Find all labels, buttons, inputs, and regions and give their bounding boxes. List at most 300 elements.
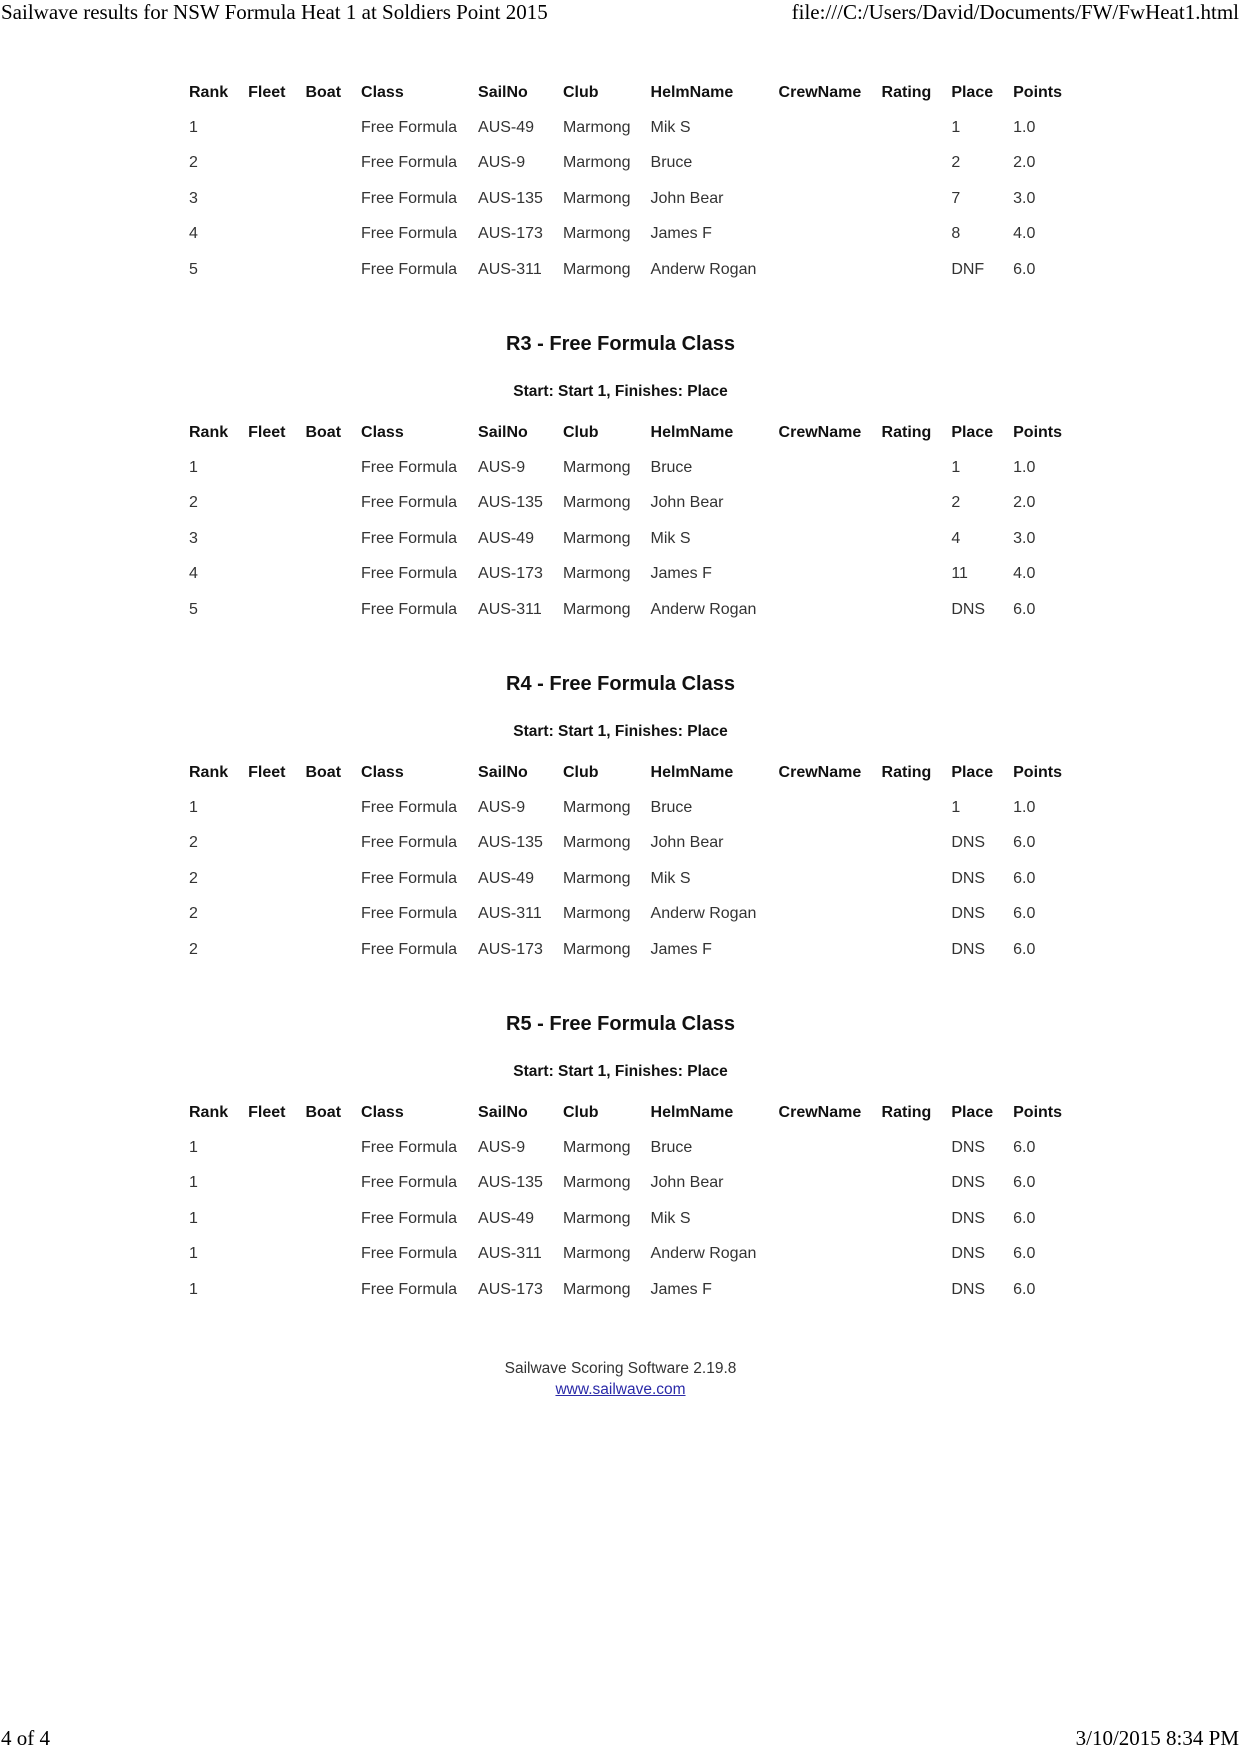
print-datetime: 3/10/2015 8:34 PM <box>1075 1726 1239 1750</box>
cell-place: 4 <box>951 529 961 547</box>
table-row <box>183 790 1076 825</box>
table-row <box>183 826 1076 861</box>
column-header-boat: Boat <box>305 763 342 781</box>
cell-boat <box>299 932 355 967</box>
cell-rating <box>876 181 946 216</box>
table-row <box>183 217 1076 252</box>
cell-rank: 4 <box>189 565 198 583</box>
cell-helm: Mik S <box>650 529 691 547</box>
cell-helm: Anderw Rogan <box>650 905 757 923</box>
table-row <box>183 592 1076 627</box>
cell-class: Free Formula <box>361 905 458 923</box>
column-header-rating: Rating <box>881 763 932 781</box>
cell-boat <box>299 790 355 825</box>
column-header-rank: Rank <box>189 423 229 441</box>
software-version: Sailwave Scoring Software 2.19.8 <box>504 1360 737 1377</box>
cell-rank: 1 <box>189 1245 198 1263</box>
cell-fleet <box>242 897 299 932</box>
cell-points: 3.0 <box>1013 189 1036 207</box>
cell-club: Marmong <box>562 799 631 817</box>
cell-fleet <box>242 826 299 861</box>
race-subtitle-r4: Start: Start 1, Finishes: Place <box>513 723 728 740</box>
cell-rating <box>876 146 946 181</box>
cell-rating <box>876 450 946 485</box>
cell-points: 3.0 <box>1013 529 1036 547</box>
cell-helm: Bruce <box>650 799 693 817</box>
cell-rank: 2 <box>189 494 198 512</box>
cell-rank: 2 <box>189 834 198 852</box>
cell-points: 6.0 <box>1013 1245 1036 1263</box>
cell-rating <box>876 1130 946 1165</box>
cell-fleet <box>242 1272 299 1307</box>
cell-points: 6.0 <box>1013 869 1036 887</box>
column-header-crew: CrewName <box>778 1103 862 1121</box>
column-header-boat: Boat <box>305 423 342 441</box>
cell-rating <box>876 1272 946 1307</box>
cell-rating <box>876 521 946 556</box>
cell-sailno: AUS-9 <box>478 1139 526 1157</box>
cell-club: Marmong <box>562 869 631 887</box>
column-header-rank: Rank <box>189 1103 229 1121</box>
cell-place: DNS <box>951 1280 986 1298</box>
race-table-r3 <box>183 415 1076 627</box>
cell-sailno: AUS-173 <box>478 565 543 583</box>
column-header-crew: CrewName <box>778 83 862 101</box>
cell-helm: Mik S <box>650 1209 691 1227</box>
race-subtitle-r3: Start: Start 1, Finishes: Place <box>513 383 728 400</box>
table-header-row <box>183 755 1076 790</box>
cell-rating <box>876 1166 946 1201</box>
cell-class: Free Formula <box>361 1174 458 1192</box>
column-header-class: Class <box>361 83 404 101</box>
race-title-r3: R3 - Free Formula Class <box>506 333 735 355</box>
cell-boat <box>299 217 355 252</box>
cell-crew <box>773 450 876 485</box>
column-header-crew: CrewName <box>778 423 862 441</box>
cell-sailno: AUS-135 <box>478 834 543 852</box>
column-header-points: Points <box>1013 1103 1063 1121</box>
cell-class: Free Formula <box>361 565 458 583</box>
cell-crew <box>773 1166 876 1201</box>
cell-class: Free Formula <box>361 1280 458 1298</box>
column-header-rating: Rating <box>881 83 932 101</box>
cell-boat <box>299 252 355 287</box>
cell-crew <box>773 110 876 145</box>
cell-rank: 5 <box>189 260 198 278</box>
table-header-row <box>183 75 1076 110</box>
cell-class: Free Formula <box>361 459 458 477</box>
cell-place: DNS <box>951 600 986 618</box>
column-header-helm: HelmName <box>650 763 734 781</box>
cell-club: Marmong <box>562 834 631 852</box>
cell-helm: James F <box>650 1280 712 1298</box>
cell-fleet <box>242 557 299 592</box>
cell-fleet <box>242 790 299 825</box>
cell-helm: James F <box>650 940 712 958</box>
cell-points: 2.0 <box>1013 494 1036 512</box>
cell-class: Free Formula <box>361 260 458 278</box>
cell-place: DNS <box>951 1245 986 1263</box>
cell-helm: John Bear <box>650 1174 724 1192</box>
cell-rank: 1 <box>189 1139 198 1157</box>
cell-sailno: AUS-9 <box>478 799 526 817</box>
cell-boat <box>299 1130 355 1165</box>
table-row <box>183 486 1076 521</box>
cell-rating <box>876 897 946 932</box>
cell-place: 8 <box>951 225 961 243</box>
column-header-helm: HelmName <box>650 83 734 101</box>
cell-class: Free Formula <box>361 494 458 512</box>
cell-boat <box>299 592 355 627</box>
cell-club: Marmong <box>562 260 631 278</box>
software-credit <box>0 1358 1241 1400</box>
cell-club: Marmong <box>562 905 631 923</box>
cell-rating <box>876 110 946 145</box>
column-header-class: Class <box>361 1103 404 1121</box>
cell-club: Marmong <box>562 600 631 618</box>
cell-rank: 3 <box>189 529 198 547</box>
cell-rating <box>876 932 946 967</box>
cell-crew <box>773 861 876 896</box>
cell-class: Free Formula <box>361 1209 458 1227</box>
cell-fleet <box>242 486 299 521</box>
cell-place: DNS <box>951 1209 986 1227</box>
cell-boat <box>299 1166 355 1201</box>
cell-club: Marmong <box>562 1209 631 1227</box>
cell-fleet <box>242 1130 299 1165</box>
cell-club: Marmong <box>562 1245 631 1263</box>
column-header-helm: HelmName <box>650 1103 734 1121</box>
sailwave-link[interactable]: www.sailwave.com <box>555 1381 686 1398</box>
table-row <box>183 450 1076 485</box>
cell-points: 6.0 <box>1013 600 1036 618</box>
cell-crew <box>773 486 876 521</box>
page-number: 4 of 4 <box>1 1726 50 1750</box>
cell-sailno: AUS-49 <box>478 529 535 547</box>
column-header-fleet: Fleet <box>248 83 286 101</box>
table-row <box>183 1237 1076 1272</box>
cell-fleet <box>242 217 299 252</box>
cell-place: 1 <box>951 459 961 477</box>
cell-rank: 1 <box>189 459 198 477</box>
cell-rating <box>876 252 946 287</box>
cell-fleet <box>242 932 299 967</box>
cell-helm: Anderw Rogan <box>650 600 757 618</box>
cell-crew <box>773 790 876 825</box>
cell-points: 6.0 <box>1013 1209 1036 1227</box>
cell-rank: 4 <box>189 225 198 243</box>
cell-boat <box>299 1201 355 1236</box>
table-row <box>183 1166 1076 1201</box>
cell-class: Free Formula <box>361 834 458 852</box>
cell-helm: James F <box>650 565 712 583</box>
cell-place: 1 <box>951 119 961 137</box>
table-row <box>183 1201 1076 1236</box>
column-header-club: Club <box>562 83 599 101</box>
cell-sailno: AUS-311 <box>478 905 542 923</box>
cell-club: Marmong <box>562 119 631 137</box>
cell-rating <box>876 557 946 592</box>
cell-boat <box>299 521 355 556</box>
cell-place: DNS <box>951 905 986 923</box>
cell-boat <box>299 450 355 485</box>
cell-crew <box>773 1130 876 1165</box>
cell-points: 1.0 <box>1013 799 1036 817</box>
cell-rank: 3 <box>189 189 198 207</box>
cell-points: 2.0 <box>1013 154 1036 172</box>
cell-class: Free Formula <box>361 189 458 207</box>
cell-boat <box>299 826 355 861</box>
column-header-place: Place <box>951 1103 994 1121</box>
cell-points: 6.0 <box>1013 1280 1036 1298</box>
table-header-row <box>183 415 1076 450</box>
cell-crew <box>773 897 876 932</box>
table-row <box>183 557 1076 592</box>
cell-club: Marmong <box>562 1174 631 1192</box>
cell-boat <box>299 181 355 216</box>
cell-class: Free Formula <box>361 1139 458 1157</box>
column-header-club: Club <box>562 423 599 441</box>
race-table-r2 <box>183 75 1076 287</box>
race-title-r5: R5 - Free Formula Class <box>506 1013 735 1035</box>
print-header-title: Sailwave results for NSW Formula Heat 1 at Soldiers Point 2015 <box>1 0 548 24</box>
cell-rating <box>876 486 946 521</box>
cell-sailno: AUS-311 <box>478 1245 542 1263</box>
cell-fleet <box>242 252 299 287</box>
cell-club: Marmong <box>562 494 631 512</box>
cell-fleet <box>242 1237 299 1272</box>
cell-class: Free Formula <box>361 600 458 618</box>
table-row <box>183 146 1076 181</box>
cell-place: DNF <box>951 260 985 278</box>
cell-sailno: AUS-173 <box>478 1280 543 1298</box>
cell-helm: Bruce <box>650 1139 693 1157</box>
cell-boat <box>299 861 355 896</box>
cell-sailno: AUS-173 <box>478 940 543 958</box>
cell-sailno: AUS-49 <box>478 1209 535 1227</box>
column-header-sailno: SailNo <box>478 1103 528 1121</box>
cell-points: 4.0 <box>1013 565 1036 583</box>
column-header-place: Place <box>951 763 994 781</box>
table-row <box>183 110 1076 145</box>
cell-rating <box>876 217 946 252</box>
column-header-rank: Rank <box>189 83 229 101</box>
cell-boat <box>299 1272 355 1307</box>
cell-crew <box>773 826 876 861</box>
cell-place: 2 <box>951 154 961 172</box>
cell-sailno: AUS-49 <box>478 869 535 887</box>
column-header-class: Class <box>361 763 404 781</box>
column-header-rating: Rating <box>881 423 932 441</box>
cell-club: Marmong <box>562 1139 631 1157</box>
cell-rank: 2 <box>189 905 198 923</box>
cell-rank: 2 <box>189 940 198 958</box>
cell-rank: 2 <box>189 869 198 887</box>
cell-class: Free Formula <box>361 154 458 172</box>
cell-boat <box>299 110 355 145</box>
column-header-points: Points <box>1013 423 1063 441</box>
race-table-r5 <box>183 1095 1076 1307</box>
cell-club: Marmong <box>562 529 631 547</box>
column-header-rank: Rank <box>189 763 229 781</box>
cell-points: 1.0 <box>1013 459 1036 477</box>
column-header-helm: HelmName <box>650 423 734 441</box>
column-header-boat: Boat <box>305 83 342 101</box>
race-subtitle-r5: Start: Start 1, Finishes: Place <box>513 1063 728 1080</box>
cell-class: Free Formula <box>361 940 458 958</box>
cell-sailno: AUS-135 <box>478 1174 543 1192</box>
cell-crew <box>773 932 876 967</box>
cell-fleet <box>242 181 299 216</box>
table-row <box>183 861 1076 896</box>
cell-club: Marmong <box>562 459 631 477</box>
cell-crew <box>773 521 876 556</box>
cell-rating <box>876 861 946 896</box>
cell-rating <box>876 790 946 825</box>
table-row <box>183 252 1076 287</box>
table-row <box>183 932 1076 967</box>
cell-crew <box>773 1272 876 1307</box>
cell-crew <box>773 181 876 216</box>
cell-club: Marmong <box>562 1280 631 1298</box>
cell-place: 7 <box>951 189 961 207</box>
cell-rating <box>876 1201 946 1236</box>
cell-rating <box>876 592 946 627</box>
cell-class: Free Formula <box>361 1245 458 1263</box>
cell-class: Free Formula <box>361 119 458 137</box>
cell-sailno: AUS-49 <box>478 119 535 137</box>
cell-boat <box>299 897 355 932</box>
cell-rank: 1 <box>189 1280 198 1298</box>
column-header-place: Place <box>951 83 994 101</box>
print-header-url: file:///C:/Users/David/Documents/FW/FwHeat1.html <box>791 0 1239 24</box>
cell-points: 4.0 <box>1013 225 1036 243</box>
table-row <box>183 181 1076 216</box>
cell-sailno: AUS-311 <box>478 600 542 618</box>
cell-rank: 2 <box>189 154 198 172</box>
column-header-sailno: SailNo <box>478 763 528 781</box>
column-header-boat: Boat <box>305 1103 342 1121</box>
column-header-fleet: Fleet <box>248 423 286 441</box>
cell-class: Free Formula <box>361 529 458 547</box>
cell-sailno: AUS-9 <box>478 459 526 477</box>
column-header-sailno: SailNo <box>478 83 528 101</box>
cell-club: Marmong <box>562 940 631 958</box>
cell-helm: James F <box>650 225 712 243</box>
cell-points: 6.0 <box>1013 260 1036 278</box>
cell-place: DNS <box>951 940 986 958</box>
cell-sailno: AUS-135 <box>478 189 543 207</box>
cell-helm: Bruce <box>650 154 693 172</box>
column-header-crew: CrewName <box>778 763 862 781</box>
cell-rank: 1 <box>189 1209 198 1227</box>
cell-fleet <box>242 861 299 896</box>
cell-helm: Bruce <box>650 459 693 477</box>
cell-points: 1.0 <box>1013 119 1036 137</box>
cell-helm: Mik S <box>650 869 691 887</box>
cell-club: Marmong <box>562 189 631 207</box>
column-header-sailno: SailNo <box>478 423 528 441</box>
cell-crew <box>773 217 876 252</box>
cell-rank: 5 <box>189 600 198 618</box>
cell-helm: John Bear <box>650 834 724 852</box>
cell-rating <box>876 826 946 861</box>
race-table-r4 <box>183 755 1076 967</box>
cell-boat <box>299 1237 355 1272</box>
cell-points: 6.0 <box>1013 834 1036 852</box>
cell-helm: John Bear <box>650 189 724 207</box>
cell-place: DNS <box>951 869 986 887</box>
cell-crew <box>773 592 876 627</box>
cell-boat <box>299 146 355 181</box>
column-header-points: Points <box>1013 763 1063 781</box>
cell-crew <box>773 1237 876 1272</box>
cell-points: 6.0 <box>1013 1174 1036 1192</box>
cell-place: DNS <box>951 1139 986 1157</box>
column-header-club: Club <box>562 1103 599 1121</box>
cell-rank: 1 <box>189 119 198 137</box>
print-header <box>0 0 1241 28</box>
cell-class: Free Formula <box>361 869 458 887</box>
table-row <box>183 897 1076 932</box>
column-header-fleet: Fleet <box>248 1103 286 1121</box>
cell-fleet <box>242 110 299 145</box>
cell-crew <box>773 1201 876 1236</box>
cell-crew <box>773 146 876 181</box>
cell-rank: 1 <box>189 1174 198 1192</box>
cell-helm: Anderw Rogan <box>650 1245 757 1263</box>
cell-place: DNS <box>951 1174 986 1192</box>
cell-helm: John Bear <box>650 494 724 512</box>
cell-place: 2 <box>951 494 961 512</box>
column-header-place: Place <box>951 423 994 441</box>
column-header-class: Class <box>361 423 404 441</box>
cell-helm: Mik S <box>650 119 691 137</box>
cell-place: DNS <box>951 834 986 852</box>
cell-points: 6.0 <box>1013 940 1036 958</box>
cell-sailno: AUS-135 <box>478 494 543 512</box>
cell-sailno: AUS-9 <box>478 154 526 172</box>
cell-place: 1 <box>951 799 961 817</box>
cell-club: Marmong <box>562 565 631 583</box>
cell-club: Marmong <box>562 154 631 172</box>
cell-class: Free Formula <box>361 799 458 817</box>
column-header-fleet: Fleet <box>248 763 286 781</box>
table-row <box>183 1130 1076 1165</box>
cell-fleet <box>242 592 299 627</box>
cell-fleet <box>242 521 299 556</box>
cell-crew <box>773 252 876 287</box>
cell-club: Marmong <box>562 225 631 243</box>
cell-sailno: AUS-311 <box>478 260 542 278</box>
column-header-points: Points <box>1013 83 1063 101</box>
cell-place: 11 <box>951 565 968 583</box>
cell-sailno: AUS-173 <box>478 225 543 243</box>
print-footer <box>0 1726 1241 1754</box>
cell-points: 6.0 <box>1013 905 1036 923</box>
race-title-r4: R4 - Free Formula Class <box>506 673 735 695</box>
cell-crew <box>773 557 876 592</box>
cell-boat <box>299 486 355 521</box>
table-row <box>183 1272 1076 1307</box>
cell-boat <box>299 557 355 592</box>
cell-fleet <box>242 1166 299 1201</box>
cell-rank: 1 <box>189 799 198 817</box>
cell-helm: Anderw Rogan <box>650 260 757 278</box>
column-header-rating: Rating <box>881 1103 932 1121</box>
table-row <box>183 521 1076 556</box>
cell-fleet <box>242 450 299 485</box>
